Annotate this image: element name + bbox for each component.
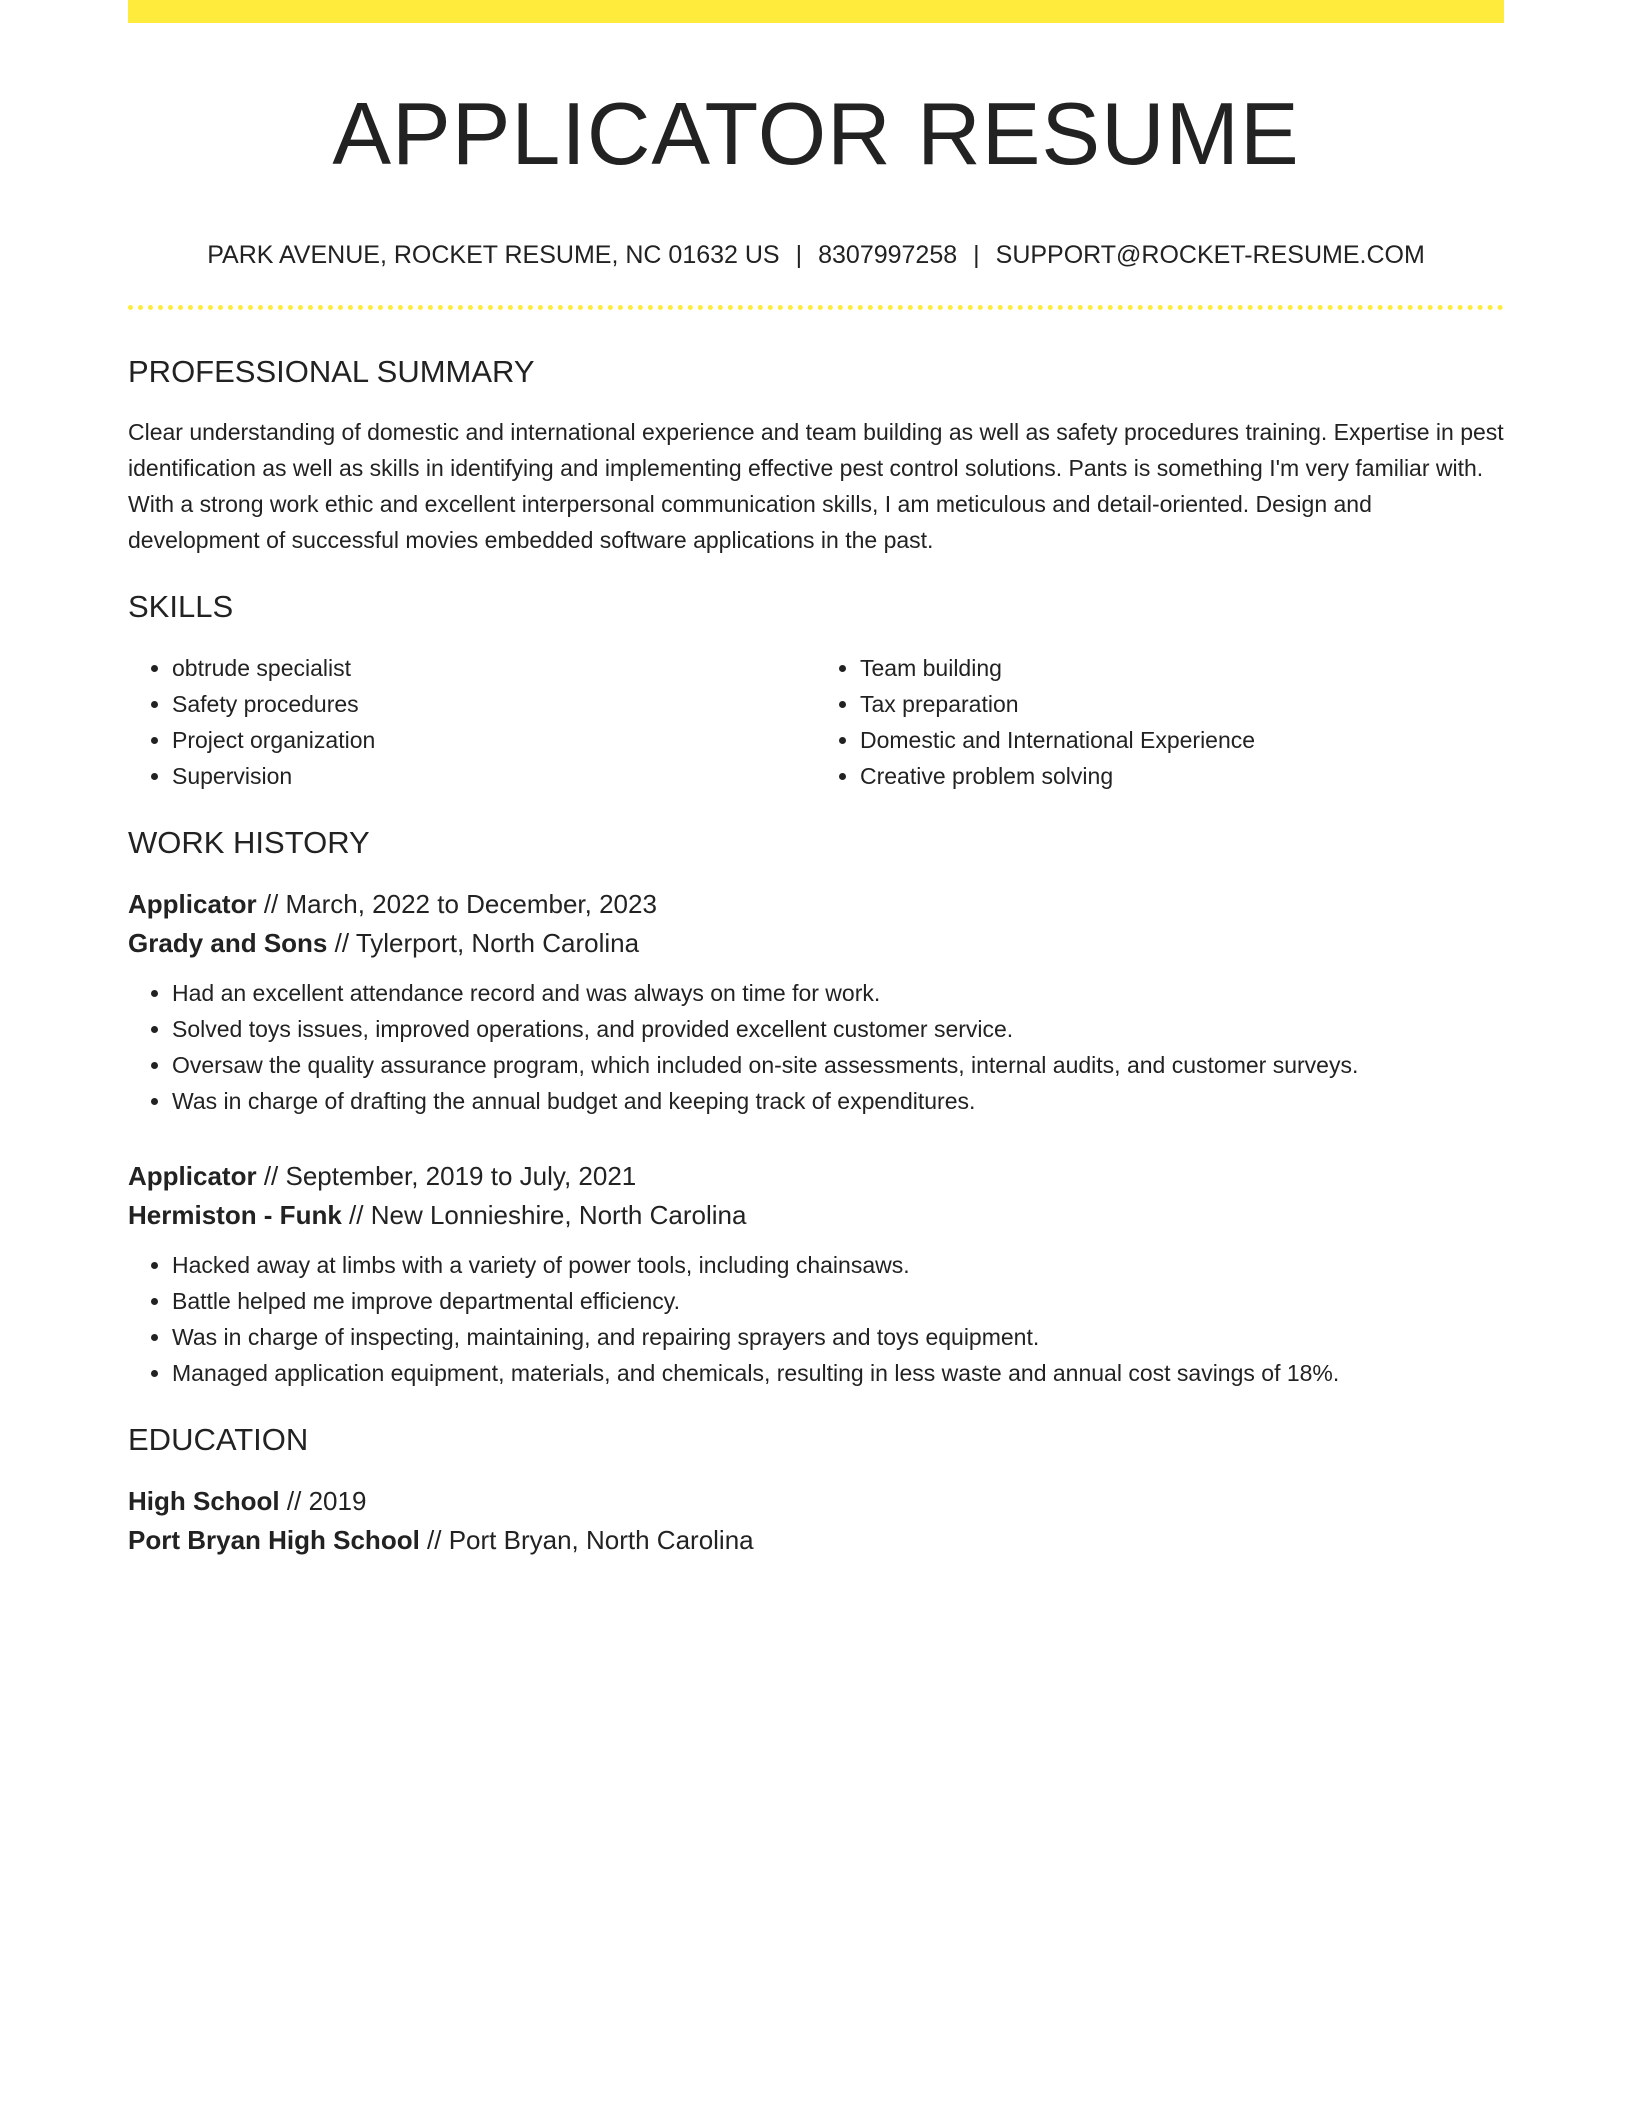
job-company: Hermiston - Funk bbox=[128, 1199, 342, 1230]
contact-separator: | bbox=[973, 241, 980, 270]
skills-column-right bbox=[816, 650, 1504, 794]
job-duty: • Had an excellent attendance record and was always on time for work. bbox=[172, 975, 1504, 1011]
skill-item: • Creative problem solving bbox=[860, 758, 1504, 794]
job-title-line bbox=[128, 1157, 1504, 1196]
job-duty: • Managed application equipment, materials, and chemicals, resulting in less waste and annual cost savings of 18%. bbox=[172, 1355, 1504, 1391]
skill-item: • Safety procedures bbox=[172, 686, 816, 722]
summary-heading: PROFESSIONAL SUMMARY bbox=[128, 354, 535, 390]
contact-phone: 8307997258 bbox=[818, 241, 958, 270]
job-duty: • Oversaw the quality assurance program, which included on-site assessments, internal audits, and customer surveys. bbox=[172, 1047, 1504, 1083]
job-entry bbox=[128, 885, 1504, 1119]
job-duty: • Battle helped me improve departmental efficiency. bbox=[172, 1283, 1504, 1319]
skills-column-left bbox=[128, 650, 816, 794]
dotted-divider bbox=[128, 305, 1504, 310]
education-school-line bbox=[128, 1521, 1504, 1560]
skill-item: • Team building bbox=[860, 650, 1504, 686]
job-location: // New Lonnieshire, North Carolina bbox=[349, 1199, 747, 1230]
job-title: Applicator bbox=[128, 1160, 257, 1191]
job-duties bbox=[128, 975, 1504, 1119]
contact-address: PARK AVENUE, ROCKET RESUME, NC 01632 US bbox=[207, 241, 780, 270]
contact-line bbox=[128, 240, 1504, 270]
work-history-heading: WORK HISTORY bbox=[128, 824, 370, 860]
education-school: Port Bryan High School bbox=[128, 1524, 420, 1555]
resume-title: APPLICATOR RESUME bbox=[332, 84, 1300, 183]
job-duty: • Hacked away at limbs with a variety of power tools, including chainsaws. bbox=[172, 1247, 1504, 1283]
skill-item: • obtrude specialist bbox=[172, 650, 816, 686]
job-dates: // March, 2022 to December, 2023 bbox=[263, 888, 657, 919]
job-company-line bbox=[128, 1196, 1504, 1235]
job-duty: • Was in charge of drafting the annual budget and keeping track of expenditures. bbox=[172, 1083, 1504, 1119]
education-degree-line bbox=[128, 1482, 1504, 1521]
skill-item: • Supervision bbox=[172, 758, 816, 794]
accent-bar bbox=[128, 0, 1504, 23]
job-dates: // September, 2019 to July, 2021 bbox=[263, 1160, 637, 1191]
skills-heading: SKILLS bbox=[128, 589, 234, 625]
summary-text: Clear understanding of domestic and international experience and team building as well as safety procedures training. Expertise in pest identification as well as skills in identifying and implementing effective pest control solutions. Pants is something I'm very familiar with. With a strong work ethic and excellent interpersonal communication skills, I am meticulous and detail-oriented. Design and development of successful movies embedded software applications in the past. bbox=[128, 419, 1504, 554]
skill-item: • Tax preparation bbox=[860, 686, 1504, 722]
education-location: // Port Bryan, North Carolina bbox=[427, 1524, 754, 1555]
resume-page bbox=[128, 0, 1504, 1560]
education-heading: EDUCATION bbox=[128, 1421, 309, 1457]
job-company: Grady and Sons bbox=[128, 927, 328, 958]
education-year: // 2019 bbox=[286, 1485, 367, 1516]
education-entry bbox=[128, 1482, 1504, 1560]
skill-item: • Domestic and International Experience bbox=[860, 722, 1504, 758]
job-entry bbox=[128, 1157, 1504, 1391]
job-title-line bbox=[128, 885, 1504, 924]
job-duty: • Was in charge of inspecting, maintaining, and repairing sprayers and toys equipment. bbox=[172, 1319, 1504, 1355]
job-location: // Tylerport, North Carolina bbox=[334, 927, 640, 958]
job-duty: • Solved toys issues, improved operations, and provided excellent customer service. bbox=[172, 1011, 1504, 1047]
job-title: Applicator bbox=[128, 888, 257, 919]
skill-item: • Project organization bbox=[172, 722, 816, 758]
contact-separator: | bbox=[795, 241, 803, 270]
job-duties bbox=[128, 1247, 1504, 1391]
job-company-line bbox=[128, 924, 1504, 963]
contact-email: SUPPORT@ROCKET-RESUME.COM bbox=[995, 241, 1425, 270]
education-degree: High School bbox=[128, 1485, 280, 1516]
skills-list bbox=[128, 650, 1504, 794]
